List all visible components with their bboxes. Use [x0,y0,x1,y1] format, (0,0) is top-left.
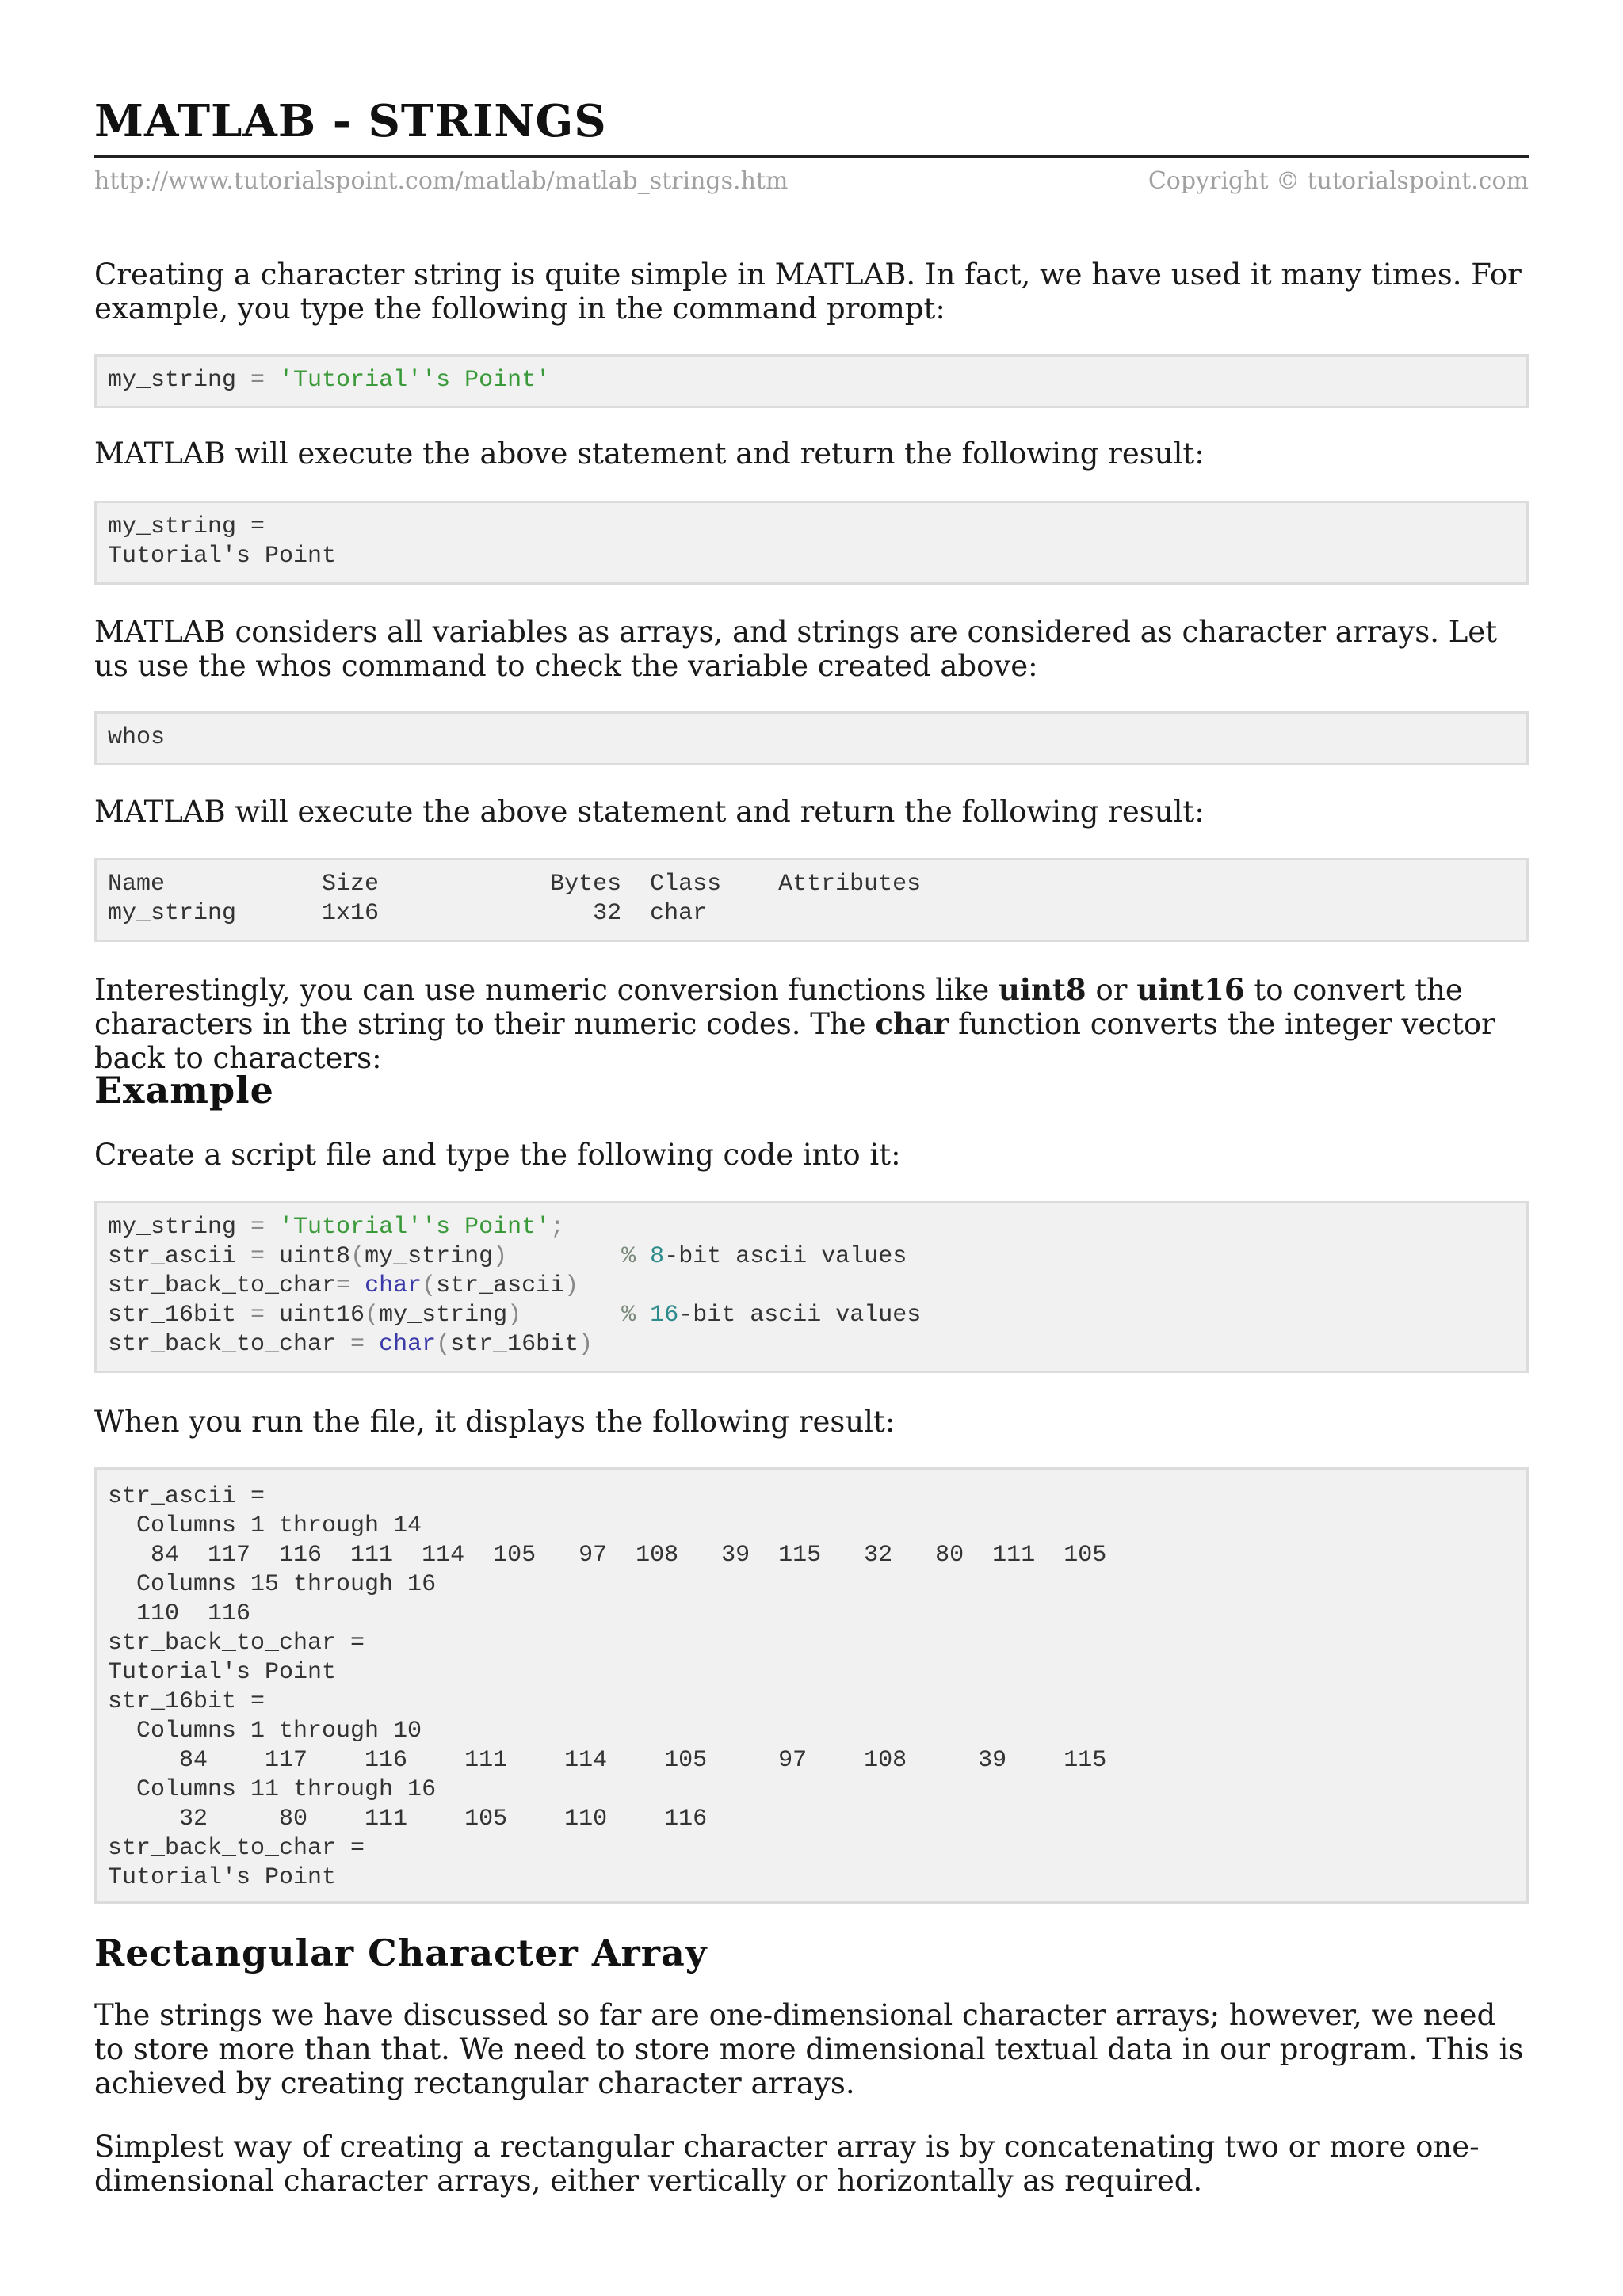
code-line [108,1242,1515,1272]
script-paragraph-block [94,1138,1529,1172]
result-paragraph-1: MATLAB will execute the above statement and return the following result: [94,437,1205,471]
code-token: % [621,1243,651,1270]
rect-paragraph-1: The strings we have discussed so far are one-dimensional character arrays; however, we need to store more than that. We need to store more dimensional textual data in our program. This is achieved by creating rectangular character arrays. [94,1998,1524,2100]
code-token [507,1243,621,1270]
result-paragraph-2: MATLAB will execute the above statement and return the following result: [94,795,1205,829]
code-token: 8 [650,1243,665,1270]
whos-paragraph: MATLAB considers all variables as arrays, and strings are considered as character arrays. Let us use the whos command to check the variable created above: [94,615,1498,683]
code-token: ( [350,1243,365,1270]
uint16-term: uint16 [1136,972,1245,1007]
text-run: Interestingly, you can use numeric conversion functions like [94,973,999,1007]
code-token: str_ascii [108,1243,237,1270]
example-heading: Example [94,1069,274,1112]
code-token: ( [436,1331,451,1358]
code-token: my_string [108,1214,237,1241]
code-block-2 [94,501,1529,585]
char-term: char [875,1006,949,1041]
result-paragraph-2-block [94,795,1529,829]
code-token: -bit ascii values [678,1302,922,1329]
code-line [108,1330,1515,1360]
code-line: Tutorial's Point [108,1864,337,1891]
code-block-6 [94,1467,1529,1904]
code-block-1 [94,354,1529,408]
code-line: whos [108,724,166,751]
code-line: 84 117 116 111 114 105 97 108 39 115 32 80 111 105 [108,1542,1107,1569]
code-block-4-wrap [94,858,1529,942]
title-rule [94,155,1529,158]
rect-heading-block [94,1931,1529,1975]
code-line: Name Size Bytes Class Attributes [108,871,922,898]
whos-paragraph-block [94,615,1529,683]
code-line: Columns 1 through 10 [108,1718,422,1745]
run-paragraph: When you run the file, it displays the following result: [94,1405,896,1439]
rect-paragraph-1-block [94,1998,1529,2100]
code-token: char [365,1272,422,1299]
text-run: to convert the characters in the string to their numeric codes. The [94,973,1463,1041]
code-token: 'Tutorial''s Point' [279,1214,551,1241]
code-line: Columns 11 through 16 [108,1776,437,1803]
conversion-paragraph-block [94,973,1529,1075]
code-token: str_16bit [450,1331,579,1358]
source-url[interactable]: http://www.tutorialspoint.com/matlab/matlab_strings.htm [94,167,789,195]
code-token: ( [422,1272,437,1299]
code-token: ) [579,1331,594,1358]
intro-paragraph: Creating a character string is quite simple in MATLAB. In fact, we have used it many times. For example, you type the following in the command prompt: [94,257,1522,326]
code-line [108,1213,1515,1242]
code-block-5 [94,1201,1529,1373]
uint8-term: uint8 [998,972,1086,1007]
code-line [108,366,1515,395]
intro-paragraph-block [94,257,1529,326]
copyright-notice: Copyright © tutorialspoint.com [1148,167,1529,195]
code-token: 16 [650,1302,679,1329]
code-token: my_string [108,367,237,394]
code-token: = [236,367,280,394]
script-paragraph: Create a script file and type the following code into it: [94,1138,901,1172]
code-block-6-wrap [94,1467,1529,1904]
code-token: ; [550,1214,565,1241]
code-token: % [621,1302,651,1329]
code-line: Tutorial's Point [108,1659,337,1686]
code-block-5-wrap [94,1201,1529,1373]
code-token: ) [507,1302,522,1329]
code-token: = [236,1214,280,1241]
result-paragraph-1-block [94,437,1529,471]
code-block-3 [94,711,1529,765]
code-line: my_string 1x16 32 char [108,900,708,927]
code-token: ) [564,1272,579,1299]
code-token: my_string [379,1302,508,1329]
code-line: Columns 15 through 16 [108,1571,437,1598]
code-token: uint16 [279,1302,365,1329]
conversion-paragraph [94,973,1529,1075]
code-token: ) [493,1243,508,1270]
code-token: = [236,1243,280,1270]
code-block-1-wrap [94,354,1529,408]
code-line: 32 80 111 105 110 116 [108,1806,708,1833]
rect-paragraph-2-block [94,2130,1529,2198]
code-line: Columns 1 through 14 [108,1512,422,1539]
code-line: Tutorial's Point [108,543,337,570]
code-token: 'Tutorial''s Point' [279,367,551,394]
code-token: char [379,1331,437,1358]
code-token: = [336,1272,365,1299]
code-line: str_ascii = [108,1483,265,1510]
code-line [108,1272,1515,1301]
run-paragraph-block [94,1405,1529,1439]
code-block-4 [94,858,1529,942]
code-line: 84 117 116 111 114 105 97 108 39 115 [108,1747,1107,1774]
code-token: -bit ascii values [664,1243,907,1270]
code-token: uint8 [279,1243,351,1270]
code-line: my_string = [108,513,265,540]
code-line [108,1301,1515,1330]
code-line: str_back_to_char = [108,1835,365,1862]
code-token [521,1302,621,1329]
code-block-2-wrap [94,501,1529,585]
code-token: = [336,1331,380,1358]
text-run: or [1086,973,1137,1007]
code-token: = [236,1302,280,1329]
code-line: str_16bit = [108,1688,265,1715]
code-block-3-wrap [94,711,1529,765]
code-token: str_16bit [108,1302,237,1329]
meta-row [94,167,1529,195]
code-token: str_ascii [436,1272,565,1299]
example-heading-block [94,1068,1529,1112]
code-token: str_back_to_char [108,1272,337,1299]
rect-heading: Rectangular Character Array [94,1932,708,1974]
code-token: str_back_to_char [108,1331,337,1358]
page-title: MATLAB - STRINGS [94,95,607,147]
text-run: function converts the integer vector back to characters: [94,1007,1495,1075]
code-token: ( [365,1302,380,1329]
code-line: 110 116 [108,1600,251,1627]
code-token: my_string [365,1243,494,1270]
code-line: str_back_to_char = [108,1630,365,1657]
rect-paragraph-2: Simplest way of creating a rectangular character array is by concatenating two or more one-dimensional character arrays, either vertically or horizontally as required. [94,2130,1480,2198]
